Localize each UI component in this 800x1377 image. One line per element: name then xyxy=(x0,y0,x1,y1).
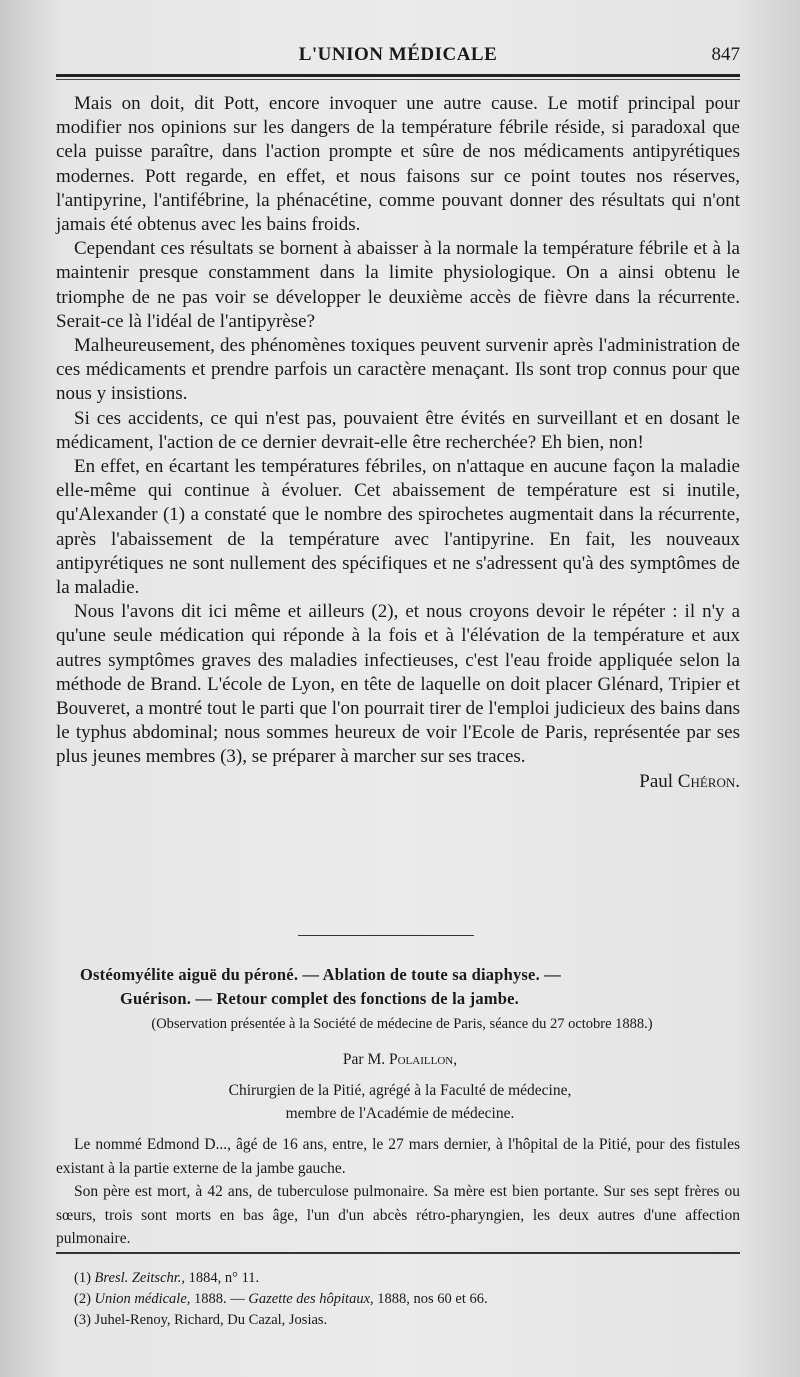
paragraph: Nous l'avons dit ici même et ailleurs (2), et nous croyons devoir le répéter : il n'y a qu'une seule médication qui réponde à la fois et à l'élévation de la température et aux autres symptômes graves des maladies infectieuses, c'est l'eau froide appliquée selon la méthode de Brand. L'école de Lyon, en tête de laquelle on doit placer Glénard, Tripier et Bouveret, a montré tout le parti que l'on pourrait tirer de l'emploi judicieux des bains dans le typhus abdominal; nous sommes heureux de voir l'Ecole de Paris, représentée par ses plus jeunes membres (3), se préparer à marcher sur ses traces. xyxy=(56,601,740,768)
footnote-source: Bresl. Zeitschr. xyxy=(94,1270,182,1286)
paragraph: Si ces accidents, ce qui n'est pas, pouvaient être évités en surveillant et en dosant le médicament, l'action de ce dernier devrait-elle être recherchée? Eh bien, non! xyxy=(56,407,740,453)
signature-last-name: Chéron. xyxy=(677,770,740,792)
footnotes xyxy=(74,1268,734,1331)
article-title-line-2: Guérison. — Retour complet des fonctions de la jambe. xyxy=(120,989,519,1008)
footnote-number: (1) xyxy=(74,1270,95,1286)
running-head xyxy=(56,40,740,72)
footnote-detail: , 1888. — xyxy=(186,1291,249,1307)
article-author xyxy=(0,1051,800,1069)
paragraph: En effet, en écartant les températures fébriles, on n'attaque en aucune façon la maladie elle-même qui continue à évoluer. Cet abaissement de température est si inutile, qu'Alexander (1) a constaté que le nombre des spirochetes augmentait dans la récurrente, après l'abaissement de la température avec l'antipyrine. En fait, les nouveaux antipyrétiques ne sont nullement des spécifiques et ne s'adressent qu'à des symptômes de la maladie. xyxy=(56,456,740,599)
section-divider xyxy=(298,935,474,936)
main-article-text xyxy=(56,92,740,794)
footnote-source: Union médicale xyxy=(94,1291,187,1307)
article-title xyxy=(80,963,730,1011)
author-prefix: Par M. xyxy=(342,1051,389,1068)
journal-title: L'UNION MÉDICALE xyxy=(298,44,498,65)
paragraph: Le nommé Edmond D..., âgé de 16 ans, entre, le 27 mars dernier, à l'hôpital de la Pitié, pour des fistules existant à la partie externe de la jambe gauche. xyxy=(56,1136,740,1177)
case-report-text xyxy=(56,1133,740,1251)
footnote-number: (3) xyxy=(74,1312,95,1328)
paragraph: Cependant ces résultats se bornent à abaisser à la normale la température fébrile et à la maintenir presque constamment dans la limite physiologique. On a ainsi obtenu le triomphe de ne pas voir se développer le deuxième accès de fièvre dans la récurrente. Serait-ce là l'idéal de l'antipyrèse? xyxy=(56,238,740,332)
footnote-detail: , 1884, n° 11. xyxy=(181,1270,260,1286)
page-number: 847 xyxy=(711,44,740,65)
footnote-detail: Juhel-Renoy, Richard, Du Cazal, Josias. xyxy=(94,1312,328,1328)
author-name: Polaillon, xyxy=(388,1051,458,1068)
footnote-3 xyxy=(74,1310,734,1331)
footnote-number: (2) xyxy=(74,1291,95,1307)
footnote-source: Gazette des hôpitaux xyxy=(248,1291,371,1307)
footnote-rule xyxy=(56,1252,740,1254)
author-signature xyxy=(56,770,740,794)
article-title-line-1: Ostéomyélite aiguë du péroné. — Ablation de toute sa diaphyse. — xyxy=(80,965,561,984)
author-affiliation xyxy=(0,1079,800,1125)
signature-first-name: Paul xyxy=(639,770,678,792)
footnote-2 xyxy=(74,1289,734,1310)
paragraph: Mais on doit, dit Pott, encore invoquer une autre cause. Le motif principal pour modifier nos opinions sur les dangers de la température fébrile réside, si paradoxal que cela puisse paraître, dans l'action prompte et sûre de nos médicaments antipyrétiques modernes. Pott regarde, en effet, et nous faisons sur ce point toutes nos réserves, l'antipyrine, l'antifébrine, la phénacétine, comme pouvant donner des résultats qui n'ont jamais été obtenus avec les bains froids. xyxy=(56,93,740,236)
paragraph: Son père est mort, à 42 ans, de tuberculose pulmonaire. Sa mère est bien portante. Sur ses sept frères ou sœurs, trois sont morts en bas âge, l'un d'un abcès rétro-pharyngien, les deux autres d'une affection pulmonaire. xyxy=(56,1183,740,1248)
footnote-1 xyxy=(74,1268,734,1289)
affiliation-line: Chirurgien de la Pitié, agrégé à la Faculté de médecine, xyxy=(228,1082,572,1099)
paragraph: Malheureusement, des phénomènes toxiques peuvent survenir après l'administration de ces médicaments et prendre parfois un caractère menaçant. Ils sont trop connus pour que nous y insistions. xyxy=(56,335,740,405)
footnote-detail: , 1888, nos 60 et 66. xyxy=(370,1291,488,1307)
observation-note: (Observation présentée à la Société de médecine de Paris, séance du 27 octobre 1888.) xyxy=(151,1016,653,1032)
affiliation-line: membre de l'Académie de médecine. xyxy=(285,1105,515,1122)
header-rule xyxy=(56,74,740,80)
